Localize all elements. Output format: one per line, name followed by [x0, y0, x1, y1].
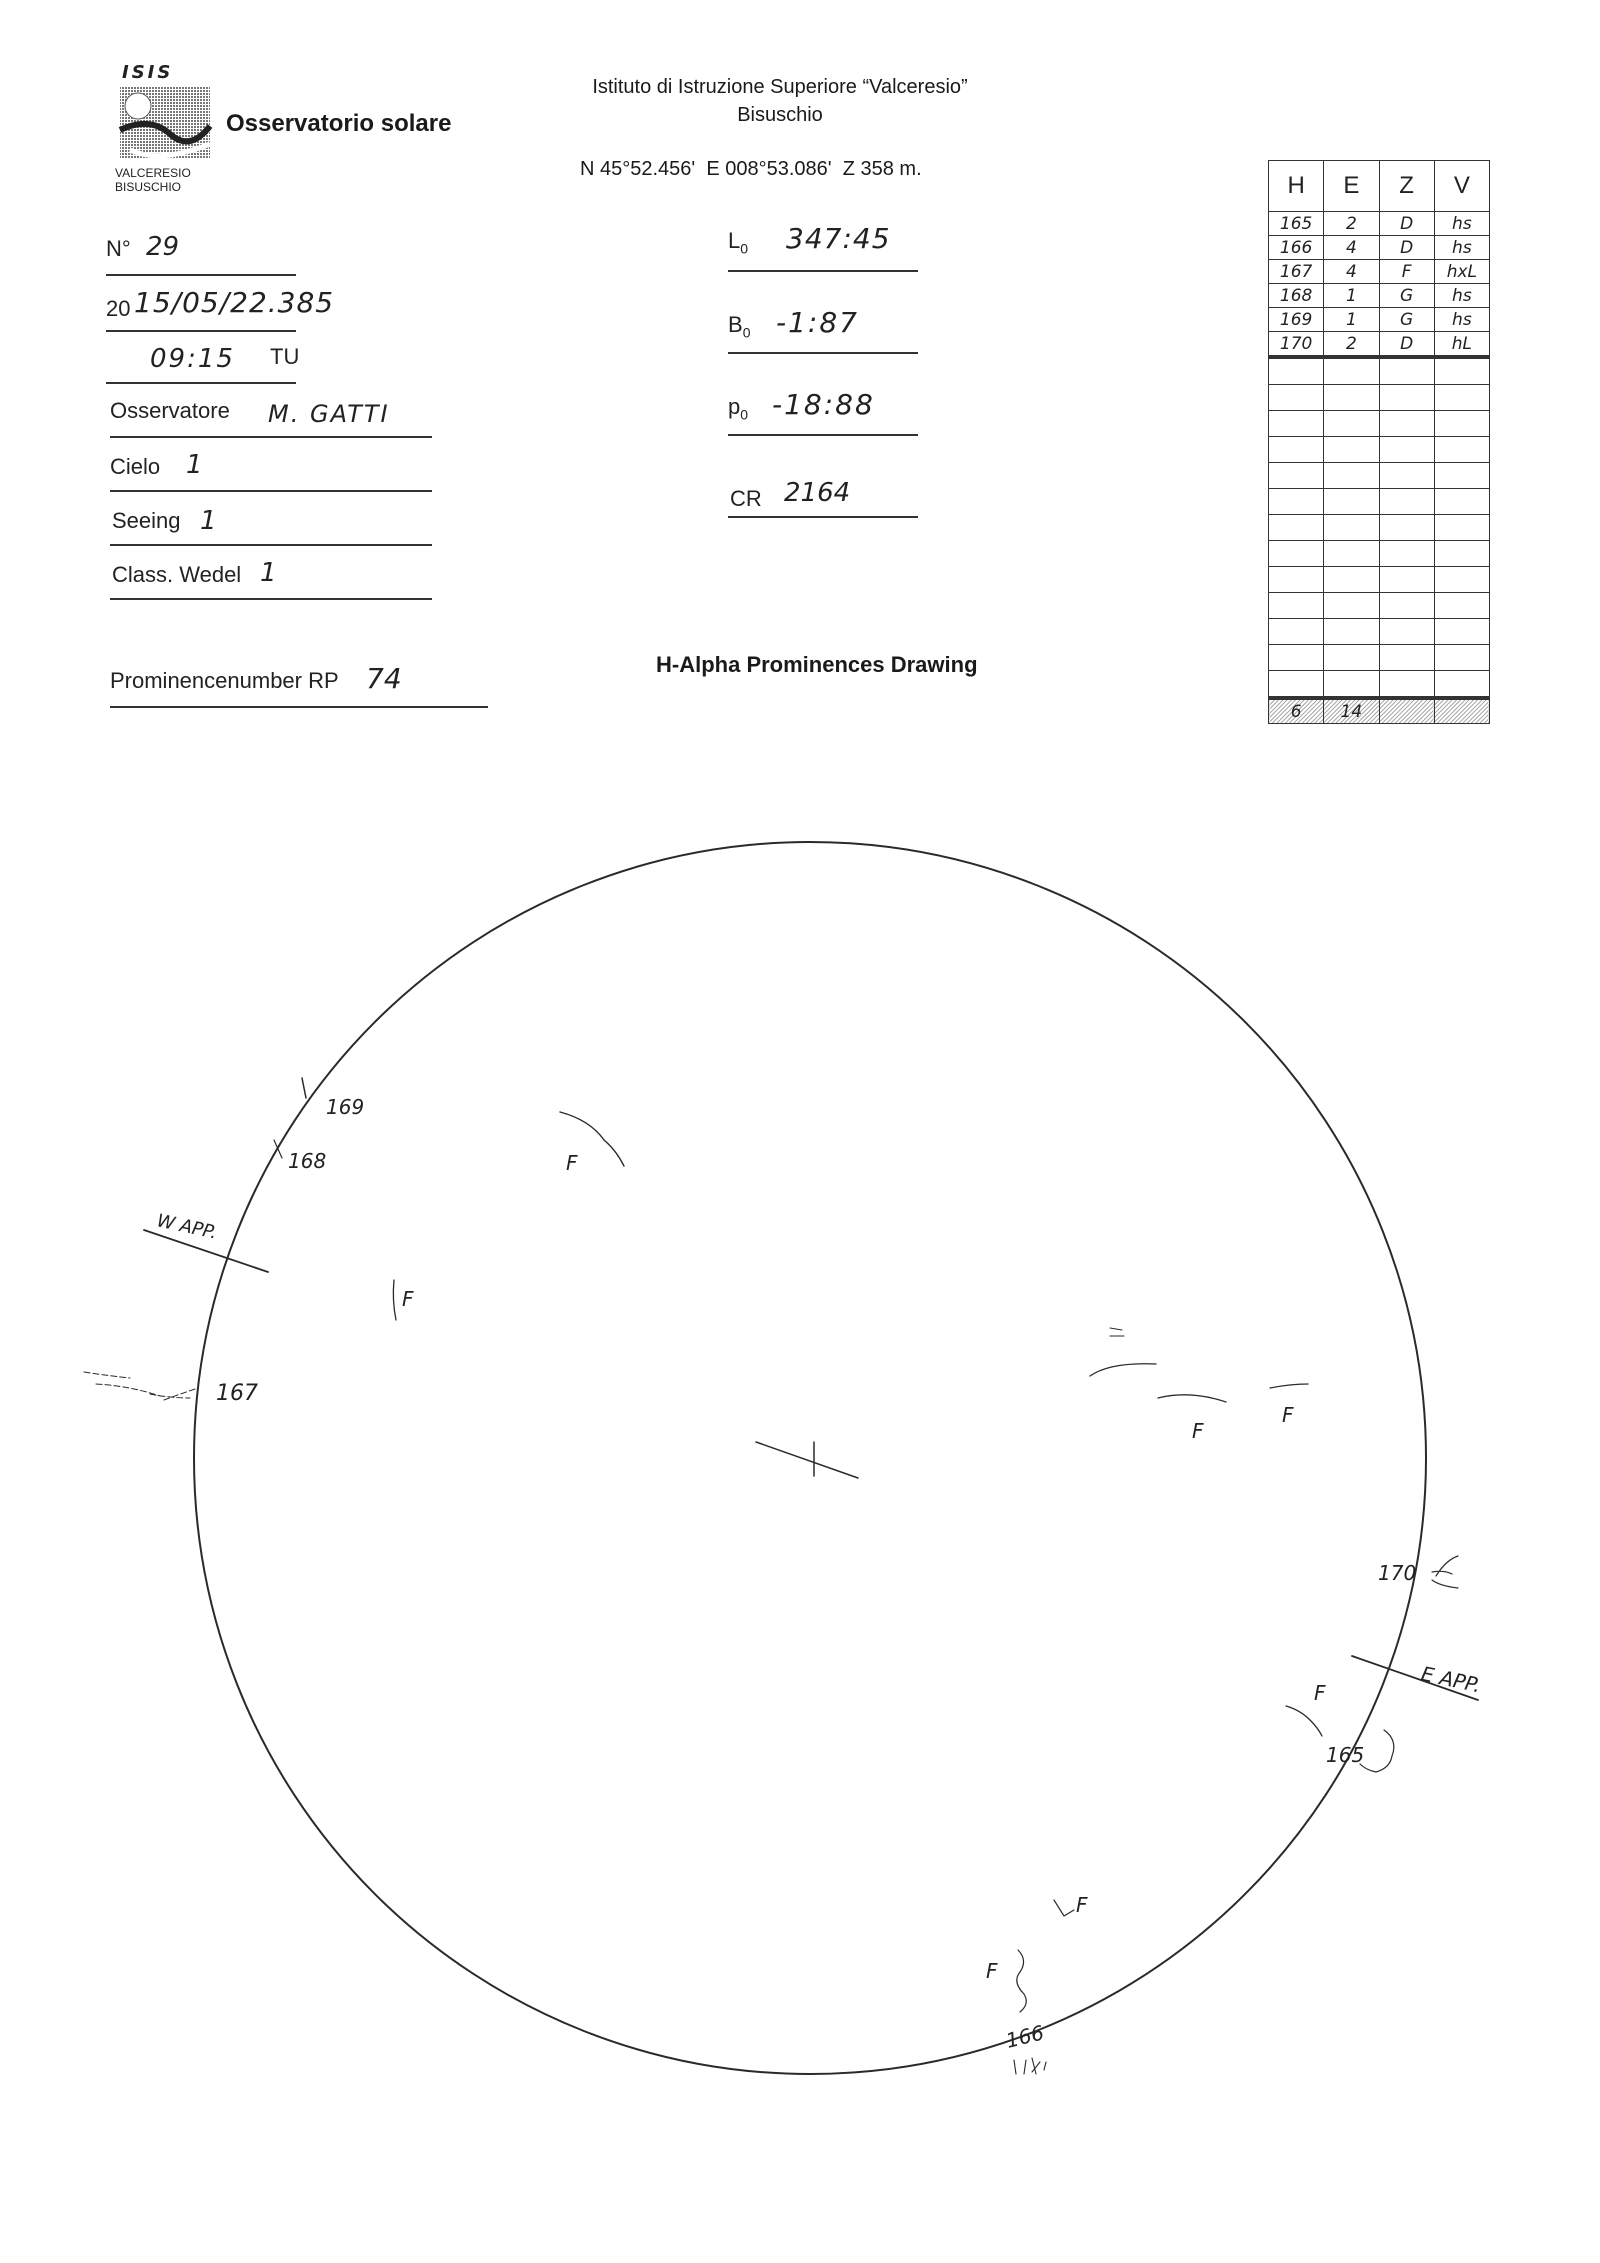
prominence-165-mark — [1360, 1730, 1394, 1772]
table-total-row — [1269, 698, 1490, 724]
time-rule — [106, 382, 296, 384]
p0-letter: p — [728, 394, 741, 419]
table-cell — [1379, 593, 1434, 619]
table-row — [1269, 284, 1490, 308]
table-total-cell: 14 — [1324, 698, 1379, 724]
table-row — [1269, 212, 1490, 236]
l0-letter: L — [728, 228, 741, 253]
filament-label-right-1: F — [1192, 1419, 1204, 1443]
label-165: 165 — [1326, 1743, 1365, 1767]
observer-rule — [110, 436, 432, 438]
table-row-empty — [1269, 645, 1490, 671]
cr-rule — [728, 516, 918, 518]
l0-value: 347:45 — [786, 222, 891, 255]
coordinates: N 45°52.456' E 008°53.086' Z 358 m. — [580, 158, 922, 180]
b0-value: -1:87 — [776, 306, 859, 339]
b0-sub: 0 — [742, 324, 751, 341]
table-cell — [1379, 437, 1434, 463]
table-cell: hxL — [1434, 260, 1489, 284]
table-cell: 2 — [1324, 212, 1379, 236]
table-cell — [1379, 645, 1434, 671]
table-cell — [1269, 489, 1324, 515]
p0-value: -18:88 — [772, 388, 875, 421]
table-cell — [1434, 515, 1489, 541]
table-cell: G — [1379, 308, 1434, 332]
label-168: 168 — [288, 1149, 327, 1173]
table-cell — [1379, 489, 1434, 515]
cr-label: CR — [730, 486, 762, 511]
observer-value: M. GATTI — [268, 400, 390, 428]
table-cell — [1379, 619, 1434, 645]
l0-sub: 0 — [740, 240, 749, 257]
table-cell: 1 — [1324, 284, 1379, 308]
institute-line2: Bisuschio — [737, 104, 823, 126]
filament-lower-2 — [1054, 1900, 1074, 1916]
prominence-table — [1268, 160, 1490, 724]
table-cell: 166 — [1269, 236, 1324, 260]
table-total-cell: 6 — [1269, 698, 1324, 724]
table-cell: 170 — [1269, 332, 1324, 358]
table-cell: 167 — [1269, 260, 1324, 284]
table-cell — [1269, 541, 1324, 567]
number-label: N° — [106, 236, 131, 261]
prominence-169-mark — [302, 1078, 306, 1098]
table-cell — [1324, 541, 1379, 567]
drawing-title: H-Alpha Prominences Drawing — [656, 652, 978, 677]
table-row-empty — [1269, 515, 1490, 541]
p0-label — [728, 394, 748, 422]
filament-right-1 — [1090, 1364, 1156, 1376]
p0-rule — [728, 434, 918, 436]
filament-label-right-2: F — [1282, 1403, 1294, 1427]
sky-value: 1 — [186, 450, 203, 480]
filament-lower-3 — [1017, 1950, 1026, 2012]
table-cell — [1379, 463, 1434, 489]
table-row — [1269, 332, 1490, 358]
table-cell: 168 — [1269, 284, 1324, 308]
wedel-value: 1 — [260, 558, 277, 588]
filament-label-lower-3: F — [986, 1959, 998, 1983]
table-row-empty — [1269, 437, 1490, 463]
table-cell — [1324, 593, 1379, 619]
filament-label-lower-2: F — [1076, 1893, 1088, 1917]
table-cell — [1379, 357, 1434, 385]
label-w-app: W APP. — [154, 1210, 219, 1244]
solar-disk-drawing — [0, 820, 1600, 2120]
filament-right-3 — [1270, 1384, 1308, 1388]
table-cell: 169 — [1269, 308, 1324, 332]
solar-disk — [194, 842, 1426, 2074]
table-cell — [1324, 645, 1379, 671]
l0-rule — [728, 270, 918, 272]
table-cell — [1269, 411, 1324, 437]
table-cell — [1434, 671, 1489, 699]
time-value: 09:15 — [150, 344, 235, 374]
center-axis-line — [756, 1442, 858, 1478]
table-cell — [1434, 357, 1489, 385]
logo — [110, 60, 220, 195]
filament-label-left: F — [402, 1287, 414, 1311]
logo-emblem-icon — [110, 60, 220, 195]
table-cell — [1269, 567, 1324, 593]
table-row-empty — [1269, 593, 1490, 619]
wedel-label: Class. Wedel — [112, 562, 242, 587]
table-row-empty — [1269, 489, 1490, 515]
table-cell — [1324, 463, 1379, 489]
filament-right-2 — [1158, 1395, 1226, 1402]
table-cell: hs — [1434, 308, 1489, 332]
logo-sub2: BISUSCHIO — [115, 180, 182, 194]
table-cell — [1434, 619, 1489, 645]
table-cell — [1324, 567, 1379, 593]
table-row-empty — [1269, 357, 1490, 385]
table-row-empty — [1269, 385, 1490, 411]
table-row-empty — [1269, 463, 1490, 489]
table-cell: F — [1379, 260, 1434, 284]
date-prefix: 20 — [106, 296, 131, 321]
table-cell: 1 — [1324, 308, 1379, 332]
prom-value: 74 — [366, 662, 402, 695]
prom-label: Prominencenumber RP — [110, 668, 339, 693]
logo-text: ISIS — [122, 62, 174, 83]
table-row-empty — [1269, 411, 1490, 437]
col-header: H — [1269, 161, 1324, 212]
table-row — [1269, 236, 1490, 260]
table-cell — [1269, 515, 1324, 541]
org-title: Osservatorio solare — [226, 110, 452, 137]
table-cell: hs — [1434, 212, 1489, 236]
filament-left — [393, 1280, 396, 1320]
observer-label: Osservatore — [110, 398, 230, 423]
prominence-166-mark — [1014, 2058, 1046, 2074]
table-cell: 4 — [1324, 260, 1379, 284]
col-header: V — [1434, 161, 1489, 212]
table-cell — [1324, 411, 1379, 437]
table-row-empty — [1269, 619, 1490, 645]
table-header-row — [1269, 161, 1490, 212]
filament-lower-1 — [1286, 1706, 1322, 1736]
table-cell — [1434, 489, 1489, 515]
table-cell: D — [1379, 212, 1434, 236]
prom-rule — [110, 706, 488, 708]
table-cell — [1324, 385, 1379, 411]
table-row-empty — [1269, 671, 1490, 699]
p0-sub: 0 — [740, 406, 749, 423]
number-rule — [106, 274, 296, 276]
table-cell — [1324, 515, 1379, 541]
label-167: 167 — [216, 1381, 258, 1406]
table-cell — [1434, 645, 1489, 671]
table-cell — [1434, 541, 1489, 567]
table-cell — [1434, 567, 1489, 593]
table-cell — [1379, 541, 1434, 567]
table-total-hatched — [1379, 698, 1434, 724]
table-cell: hL — [1434, 332, 1489, 358]
table-row — [1269, 308, 1490, 332]
table-cell — [1269, 671, 1324, 699]
b0-letter: B — [728, 312, 743, 337]
institute-line1: Istituto di Istruzione Superiore “Valceresio” — [592, 76, 968, 98]
table-total-hatched — [1434, 698, 1489, 724]
table-cell — [1434, 411, 1489, 437]
table-cell — [1324, 489, 1379, 515]
label-170: 170 — [1378, 1561, 1417, 1585]
table-cell — [1269, 645, 1324, 671]
table-cell — [1434, 593, 1489, 619]
number-value: 29 — [146, 232, 180, 262]
table-cell — [1269, 463, 1324, 489]
table-cell — [1434, 463, 1489, 489]
date-value: 15/05/22.385 — [134, 286, 335, 319]
table-cell — [1379, 385, 1434, 411]
table-cell — [1379, 411, 1434, 437]
col-header: Z — [1379, 161, 1434, 212]
table-cell — [1269, 357, 1324, 385]
table-cell — [1324, 619, 1379, 645]
table-cell: 4 — [1324, 236, 1379, 260]
table-row-empty — [1269, 541, 1490, 567]
table-cell: D — [1379, 236, 1434, 260]
col-header: E — [1324, 161, 1379, 212]
b0-label — [728, 312, 750, 340]
seeing-rule — [110, 544, 432, 546]
table-cell — [1324, 671, 1379, 699]
l0-label — [728, 228, 748, 256]
table-row — [1269, 260, 1490, 284]
seeing-value: 1 — [200, 506, 217, 536]
table-cell — [1379, 671, 1434, 699]
table-cell: G — [1379, 284, 1434, 308]
table-cell — [1269, 593, 1324, 619]
table-cell — [1379, 567, 1434, 593]
prominence-170-mark — [1432, 1556, 1458, 1588]
wedel-rule — [110, 598, 432, 600]
table-row-empty — [1269, 567, 1490, 593]
label-166: 166 — [1003, 2020, 1047, 2053]
table-cell — [1379, 515, 1434, 541]
table-cell: D — [1379, 332, 1434, 358]
table-cell — [1324, 357, 1379, 385]
time-unit: TU — [270, 344, 300, 369]
table-cell: 2 — [1324, 332, 1379, 358]
sky-label: Cielo — [110, 454, 161, 479]
filament-small-e — [1110, 1328, 1124, 1336]
filament-label-top: F — [566, 1151, 578, 1175]
seeing-label: Seeing — [112, 508, 181, 533]
table-cell — [1434, 385, 1489, 411]
table-cell — [1269, 437, 1324, 463]
table-cell — [1324, 437, 1379, 463]
label-169: 169 — [326, 1095, 365, 1119]
filament-label-lower-1: F — [1314, 1681, 1326, 1705]
prominence-167-mark — [84, 1372, 198, 1400]
logo-sub1: VALCERESIO — [115, 166, 191, 180]
table-cell: hs — [1434, 284, 1489, 308]
cr-value: 2164 — [784, 478, 851, 508]
b0-rule — [728, 352, 918, 354]
date-rule — [106, 330, 296, 332]
label-e-app: E APP. — [1418, 1661, 1484, 1698]
table-cell: 165 — [1269, 212, 1324, 236]
table-cell — [1269, 619, 1324, 645]
table-cell — [1434, 437, 1489, 463]
sky-rule — [110, 490, 432, 492]
table-cell: hs — [1434, 236, 1489, 260]
table-cell — [1269, 385, 1324, 411]
